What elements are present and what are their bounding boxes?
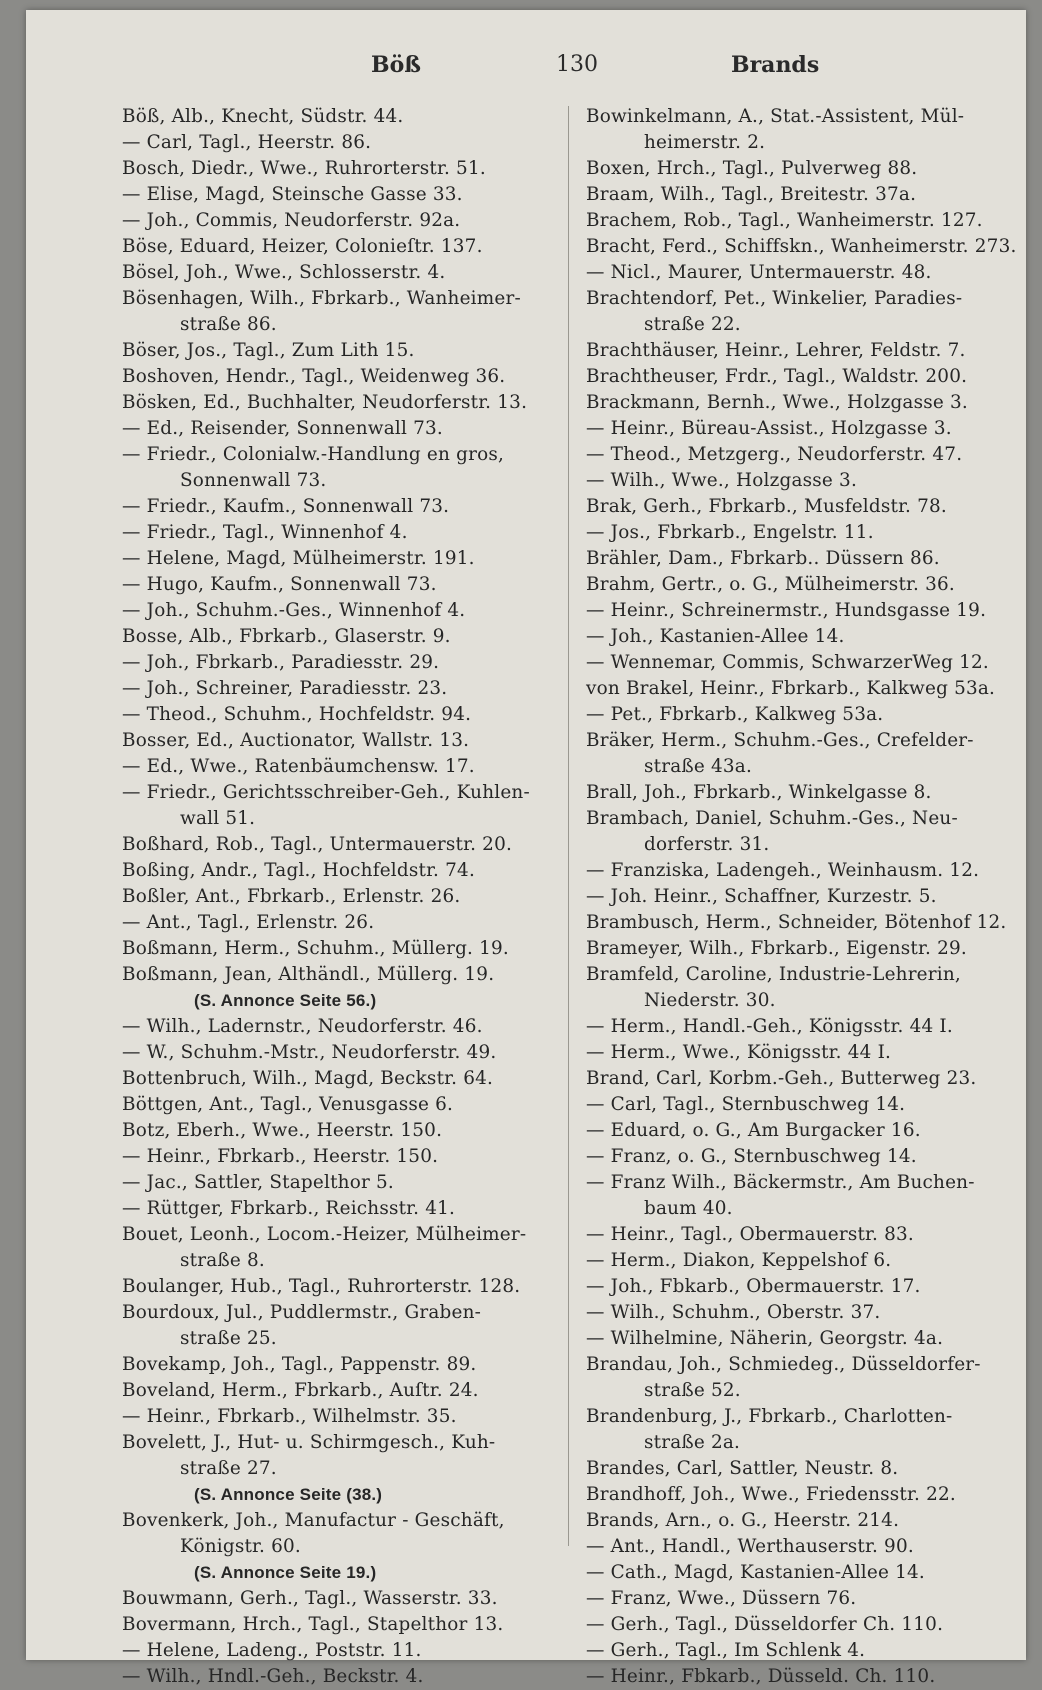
directory-entry xyxy=(586,728,1026,780)
entry-text: — Eduard, o. G., Am Burgacker 16. xyxy=(586,1120,921,1141)
directory-entry xyxy=(586,1508,1026,1534)
directory-entry xyxy=(586,1040,1026,1066)
entry-text: — Joh., Schreiner, Paradiesstr. 23. xyxy=(122,678,448,699)
entry-text: Brak, Gerh., Fbrkarb., Musfeldstr. 78. xyxy=(586,496,947,517)
directory-entry xyxy=(122,1118,562,1144)
directory-entry xyxy=(586,208,1026,234)
directory-entry xyxy=(122,364,562,390)
entry-text: — Carl, Tagl., Sternbuschweg 14. xyxy=(586,1094,906,1115)
entry-text: Böß, Alb., Knecht, Südstr. 44. xyxy=(122,106,404,127)
directory-entry xyxy=(122,104,562,130)
entry-text: Bouwmann, Gerh., Tagl., Wasserstr. 33. xyxy=(122,1588,498,1609)
entry-continuation: straße 86. xyxy=(180,314,277,335)
entry-text: — Herm., Wwe., Königsstr. 44 I. xyxy=(586,1042,892,1063)
entry-text: Brands, Arn., o. G., Heerstr. 214. xyxy=(586,1510,900,1531)
entry-text: Böser, Jos., Tagl., Zum Lith 15. xyxy=(122,340,415,361)
header-right-keyword: Brands xyxy=(731,52,820,78)
advertisement-note: (S. Annonce Seite 56.) xyxy=(194,991,377,1010)
entry-text: Brähler, Dam., Fbrkarb.. Düssern 86. xyxy=(586,548,940,569)
directory-entry xyxy=(122,286,562,338)
entry-text: — Cath., Magd, Kastanien-Allee 14. xyxy=(586,1562,925,1583)
directory-entry xyxy=(586,1274,1026,1300)
directory-entry xyxy=(122,1430,562,1482)
entry-text: Bouet, Leonh., Locom.-Heizer, Mülheimer- xyxy=(122,1224,527,1245)
entry-text: Boßhard, Rob., Tagl., Untermauerstr. 20. xyxy=(122,834,513,855)
entry-text: Brandes, Carl, Sattler, Neustr. 8. xyxy=(586,1458,899,1479)
entry-text: — Heinr., Fbkarb., Düsseld. Ch. 110. xyxy=(586,1666,936,1687)
entry-continuation: straße 27. xyxy=(180,1458,277,1479)
entry-text: Boulanger, Hub., Tagl., Ruhrorterstr. 128. xyxy=(122,1276,521,1297)
directory-entry xyxy=(122,650,562,676)
directory-entry xyxy=(122,598,562,624)
page-number: 130 xyxy=(556,52,598,77)
entry-text: — Joh., Schuhm.-Ges., Winnenhof 4. xyxy=(122,600,466,621)
directory-entry xyxy=(122,936,562,962)
entry-text: — Jac., Sattler, Stapelthor 5. xyxy=(122,1172,394,1193)
entry-text: Bosser, Ed., Auctionator, Wallstr. 13. xyxy=(122,730,470,751)
directory-entry xyxy=(122,546,562,572)
directory-entry xyxy=(586,1222,1026,1248)
entry-text: Boßmann, Herm., Schuhm., Müllerg. 19. xyxy=(122,938,509,959)
entry-text: — Wilh., Wwe., Holzgasse 3. xyxy=(586,470,857,491)
entry-text: Brameyer, Wilh., Fbrkarb., Eigenstr. 29. xyxy=(586,938,967,959)
directory-entry xyxy=(122,624,562,650)
directory-entry xyxy=(586,1404,1026,1456)
entry-text: Brambusch, Herm., Schneider, Bötenhof 12. xyxy=(586,912,1007,933)
entry-text: — Friedr., Colonialw.-Handlung en gros, xyxy=(122,444,505,465)
directory-entry xyxy=(122,728,562,754)
directory-entry xyxy=(122,1274,562,1300)
directory-entry xyxy=(122,1300,562,1352)
column-divider xyxy=(568,106,569,1546)
entry-text: Brachthäuser, Heinr., Lehrer, Feldstr. 7. xyxy=(586,340,966,361)
directory-entry xyxy=(122,130,562,156)
directory-entry xyxy=(586,494,1026,520)
directory-entry xyxy=(122,494,562,520)
entry-text: Brachtendorf, Pet., Winkelier, Paradies- xyxy=(586,288,963,309)
directory-entry xyxy=(122,1196,562,1222)
entry-text: — Joh. Heinr., Schaffner, Kurzestr. 5. xyxy=(586,886,937,907)
entry-text: — Joh., Commis, Neudorferstr. 92a. xyxy=(122,210,461,231)
directory-page xyxy=(26,10,1026,1687)
entry-text: — Pet., Fbrkarb., Kalkweg 53a. xyxy=(586,704,884,725)
directory-entry xyxy=(586,286,1026,338)
directory-entry xyxy=(586,910,1026,936)
entry-text: Brackmann, Bernh., Wwe., Holzgasse 3. xyxy=(586,392,968,413)
entry-continuation: heimerstr. 2. xyxy=(644,132,766,153)
entry-text: — Ed., Reisender, Sonnenwall 73. xyxy=(122,418,443,439)
directory-entry xyxy=(586,1300,1026,1326)
directory-entry xyxy=(586,1638,1026,1664)
entry-text: — Heinr., Tagl., Obermauerstr. 83. xyxy=(586,1224,914,1245)
entry-continuation: Sonnenwall 73. xyxy=(180,470,327,491)
entry-text: Brand, Carl, Korbm.-Geh., Butterweg 23. xyxy=(586,1068,977,1089)
entry-text: Boßing, Andr., Tagl., Hochfeldstr. 74. xyxy=(122,860,475,881)
entry-text: Brambach, Daniel, Schuhm.-Ges., Neu- xyxy=(586,808,958,829)
directory-entry xyxy=(586,1534,1026,1560)
entry-text: — Jos., Fbrkarb., Engelstr. 11. xyxy=(586,522,874,543)
entry-continuation: baum 40. xyxy=(644,1198,733,1219)
directory-entry xyxy=(122,1144,562,1170)
entry-text: Brandau, Joh., Schmiedeg., Düsseldorfer- xyxy=(586,1354,981,1375)
directory-entry xyxy=(586,1352,1026,1404)
directory-entry xyxy=(122,260,562,286)
directory-entry xyxy=(586,1586,1026,1612)
directory-entry xyxy=(122,234,562,260)
entry-text: — Rüttger, Fbrkarb., Reichsstr. 41. xyxy=(122,1198,456,1219)
entry-text: Bovekamp, Joh., Tagl., Pappenstr. 89. xyxy=(122,1354,477,1375)
directory-entry xyxy=(586,156,1026,182)
entry-text: — Gerh., Tagl., Im Schlenk 4. xyxy=(586,1640,866,1661)
entry-text: Brandhoff, Joh., Wwe., Friedensstr. 22. xyxy=(586,1484,956,1505)
left-column xyxy=(122,104,562,1690)
directory-entry xyxy=(122,1222,562,1274)
directory-entry xyxy=(122,1170,562,1196)
entry-text: — Heinr., Fbrkarb., Wilhelmstr. 35. xyxy=(122,1406,457,1427)
directory-entry xyxy=(586,962,1026,1014)
directory-entry xyxy=(586,884,1026,910)
entry-text: Boveland, Herm., Fbrkarb., Auſtr. 24. xyxy=(122,1380,479,1401)
entry-continuation: straße 25. xyxy=(180,1328,277,1349)
directory-entry xyxy=(586,1092,1026,1118)
entry-text: — Friedr., Gerichtsschreiber-Geh., Kuhlen- xyxy=(122,782,530,803)
entry-text: Bosse, Alb., Fbrkarb., Glaserstr. 9. xyxy=(122,626,451,647)
directory-entry xyxy=(586,780,1026,806)
entry-text: — Joh., Fbkarb., Obermauerstr. 17. xyxy=(586,1276,921,1297)
entry-text: — Wilh., Ladernstr., Neudorferstr. 46. xyxy=(122,1016,483,1037)
entry-continuation: Niederstr. 30. xyxy=(644,990,776,1011)
entry-continuation: straße 43a. xyxy=(644,756,753,777)
directory-entry xyxy=(586,104,1026,156)
directory-entry xyxy=(586,364,1026,390)
directory-entry xyxy=(122,416,562,442)
directory-entry xyxy=(586,1014,1026,1040)
entry-text: Bottenbruch, Wilh., Magd, Beckstr. 64. xyxy=(122,1068,494,1089)
directory-entry xyxy=(122,1040,562,1066)
directory-entry xyxy=(586,1066,1026,1092)
entry-text: — Heinr., Schreinermstr., Hundsgasse 19. xyxy=(586,600,987,621)
entry-text: — Herm., Diakon, Keppelshof 6. xyxy=(586,1250,892,1271)
advertisement-note: (S. Annonce Seite (38.) xyxy=(194,1485,383,1504)
entry-text: Brahm, Gertr., o. G., Mülheimerstr. 36. xyxy=(586,574,955,595)
entry-text: Bovermann, Hrch., Tagl., Stapelthor 13. xyxy=(122,1614,504,1635)
header-left-keyword: Böß xyxy=(371,52,421,78)
entry-text: — Theod., Schuhm., Hochfeldstr. 94. xyxy=(122,704,472,725)
directory-entry xyxy=(122,832,562,858)
entry-text: Bramfeld, Caroline, Industrie-Lehrerin, xyxy=(586,964,961,985)
right-column xyxy=(586,104,1026,1690)
entry-text: Brachtheuser, Frdr., Tagl., Waldstr. 200. xyxy=(586,366,968,387)
entry-text: Bösel, Joh., Wwe., Schlosserstr. 4. xyxy=(122,262,446,283)
directory-entry xyxy=(586,936,1026,962)
entry-text: Botz, Eberh., Wwe., Heerstr. 150. xyxy=(122,1120,443,1141)
entry-text: Boßmann, Jean, Althändl., Müllerg. 19. xyxy=(122,964,495,985)
entry-text: — Friedr., Tagl., Winnenhof 4. xyxy=(122,522,408,543)
entry-text: — Franz, o. G., Sternbuschweg 14. xyxy=(586,1146,917,1167)
entry-text: Bösken, Ed., Buchhalter, Neudorferstr. 13. xyxy=(122,392,528,413)
directory-entry xyxy=(586,234,1026,260)
directory-entry xyxy=(586,1612,1026,1638)
directory-entry xyxy=(122,338,562,364)
entry-text: — Herm., Handl.-Geh., Königsstr. 44 I. xyxy=(586,1016,953,1037)
entry-continuation: straße 2a. xyxy=(644,1432,741,1453)
directory-entry xyxy=(122,1638,562,1664)
directory-entry xyxy=(586,182,1026,208)
directory-entry xyxy=(586,676,1026,702)
entry-text: Bracht, Ferd., Schiffskn., Wanheimerstr. 273. xyxy=(586,236,1017,257)
entry-text: — Hugo, Kaufm., Sonnenwall 73. xyxy=(122,574,437,595)
directory-entry xyxy=(122,1066,562,1092)
directory-entry xyxy=(586,572,1026,598)
directory-entry xyxy=(586,1170,1026,1222)
entry-text: Böse, Eduard, Heizer, Colonieſtr. 137. xyxy=(122,236,483,257)
entry-text: — Theod., Metzgerg., Neudorferstr. 47. xyxy=(586,444,963,465)
entry-text: — Nicl., Maurer, Untermauerstr. 48. xyxy=(586,262,932,283)
entry-text: — Heinr., Büreau-Assist., Holzgasse 3. xyxy=(586,418,952,439)
directory-entry xyxy=(122,676,562,702)
entry-text: — W., Schuhm.-Mstr., Neudorferstr. 49. xyxy=(122,1042,497,1063)
directory-entry xyxy=(586,1144,1026,1170)
directory-entry xyxy=(122,1404,562,1430)
entry-text: Bösenhagen, Wilh., Fbrkarb., Wanheimer- xyxy=(122,288,521,309)
directory-entry xyxy=(122,910,562,936)
entry-text: Bosch, Diedr., Wwe., Ruhrorterstr. 51. xyxy=(122,158,486,179)
directory-entry xyxy=(586,598,1026,624)
entry-text: von Brakel, Heinr., Fbrkarb., Kalkweg 53a. xyxy=(586,678,996,699)
directory-entry xyxy=(122,442,562,494)
entry-text: — Ant., Tagl., Erlenstr. 26. xyxy=(122,912,375,933)
entry-text: — Wilh., Schuhm., Oberstr. 37. xyxy=(586,1302,881,1323)
entry-text: — Franziska, Ladengeh., Weinhausm. 12. xyxy=(586,860,980,881)
entry-continuation: wall 51. xyxy=(180,808,256,829)
directory-entry xyxy=(586,1664,1026,1690)
entry-text: — Carl, Tagl., Heerstr. 86. xyxy=(122,132,372,153)
entry-text: Brachem, Rob., Tagl., Wanheimerstr. 127. xyxy=(586,210,983,231)
entry-text: — Heinr., Fbrkarb., Heerstr. 150. xyxy=(122,1146,439,1167)
directory-entry xyxy=(122,1612,562,1638)
entry-text: — Helene, Magd, Mülheimerstr. 191. xyxy=(122,548,475,569)
entry-continuation: straße 52. xyxy=(644,1380,741,1401)
directory-entry xyxy=(122,156,562,182)
entry-text: Bowinkelmann, A., Stat.-Assistent, Mül- xyxy=(586,106,965,127)
directory-entry xyxy=(122,1664,562,1690)
page-header xyxy=(26,52,1026,88)
entry-text: Bovelett, J., Hut- u. Schirmgesch., Kuh- xyxy=(122,1432,496,1453)
directory-entry xyxy=(586,1560,1026,1586)
entry-text: — Wilh., Hndl.-Geh., Beckstr. 4. xyxy=(122,1666,424,1687)
directory-entry xyxy=(586,338,1026,364)
directory-entry xyxy=(122,780,562,832)
directory-entry xyxy=(122,962,562,988)
advertisement-note: (S. Annonce Seite 19.) xyxy=(194,1563,377,1582)
directory-entry xyxy=(122,884,562,910)
directory-entry xyxy=(586,702,1026,728)
directory-entry xyxy=(122,1092,562,1118)
entry-text: Brandenburg, J., Fbrkarb., Charlotten- xyxy=(586,1406,953,1427)
entry-continuation: straße 22. xyxy=(644,314,741,335)
entry-text: Boshoven, Hendr., Tagl., Weidenweg 36. xyxy=(122,366,506,387)
directory-entry xyxy=(122,572,562,598)
directory-entry xyxy=(586,1248,1026,1274)
directory-entry xyxy=(122,1378,562,1404)
entry-text: — Franz Wilh., Bäckermstr., Am Buchen- xyxy=(586,1172,975,1193)
entry-text: — Wennemar, Commis, SchwarzerWeg 12. xyxy=(586,652,989,673)
entry-text: — Wilhelmine, Näherin, Georgstr. 4a. xyxy=(586,1328,944,1349)
directory-entry xyxy=(122,1586,562,1612)
entry-text: Bräker, Herm., Schuhm.-Ges., Crefelder- xyxy=(586,730,974,751)
directory-entry xyxy=(586,390,1026,416)
directory-entry xyxy=(586,416,1026,442)
directory-entry xyxy=(122,1508,562,1560)
entry-text: — Elise, Magd, Steinsche Gasse 33. xyxy=(122,184,463,205)
directory-entry xyxy=(586,1482,1026,1508)
directory-entry xyxy=(586,546,1026,572)
directory-entry xyxy=(122,754,562,780)
directory-entry xyxy=(586,1456,1026,1482)
entry-text: — Gerh., Tagl., Düsseldorfer Ch. 110. xyxy=(586,1614,944,1635)
entry-text: — Joh., Fbrkarb., Paradiesstr. 29. xyxy=(122,652,440,673)
directory-entry xyxy=(586,1118,1026,1144)
entry-continuation: Königstr. 60. xyxy=(180,1536,301,1557)
entry-text: — Joh., Kastanien-Allee 14. xyxy=(586,626,845,647)
entry-text: Böttgen, Ant., Tagl., Venusgasse 6. xyxy=(122,1094,454,1115)
entry-text: Brall, Joh., Fbrkarb., Winkelgasse 8. xyxy=(586,782,932,803)
entry-text: — Ant., Handl., Werthauserstr. 90. xyxy=(586,1536,914,1557)
entry-text: — Ed., Wwe., Ratenbäumchensw. 17. xyxy=(122,756,475,777)
directory-entry xyxy=(586,260,1026,286)
entry-text: — Franz, Wwe., Düssern 76. xyxy=(586,1588,857,1609)
directory-entry xyxy=(586,442,1026,468)
directory-entry xyxy=(122,208,562,234)
directory-entry xyxy=(122,702,562,728)
directory-entry xyxy=(586,806,1026,858)
entry-continuation: straße 8. xyxy=(180,1250,265,1271)
directory-entry xyxy=(586,468,1026,494)
entry-text: Braam, Wilh., Tagl., Breitestr. 37a. xyxy=(586,184,917,205)
entry-text: — Friedr., Kaufm., Sonnenwall 73. xyxy=(122,496,450,517)
entry-text: Boßler, Ant., Fbrkarb., Erlenstr. 26. xyxy=(122,886,461,907)
directory-entry xyxy=(122,390,562,416)
directory-entry xyxy=(122,1014,562,1040)
directory-entry xyxy=(586,650,1026,676)
directory-entry xyxy=(586,624,1026,650)
directory-entry xyxy=(122,858,562,884)
directory-entry xyxy=(586,858,1026,884)
entry-text: Bovenkerk, Joh., Manufactur - Geschäft, xyxy=(122,1510,505,1531)
directory-entry xyxy=(586,1326,1026,1352)
entry-text: — Helene, Ladeng., Poststr. 11. xyxy=(122,1640,422,1661)
directory-entry xyxy=(122,182,562,208)
entry-text: Bourdoux, Jul., Puddlermstr., Graben- xyxy=(122,1302,482,1323)
directory-entry xyxy=(122,1352,562,1378)
directory-entry xyxy=(586,520,1026,546)
entry-continuation: dorferstr. 31. xyxy=(644,834,770,855)
directory-entry xyxy=(122,520,562,546)
entry-text: Boxen, Hrch., Tagl., Pulverweg 88. xyxy=(586,158,918,179)
